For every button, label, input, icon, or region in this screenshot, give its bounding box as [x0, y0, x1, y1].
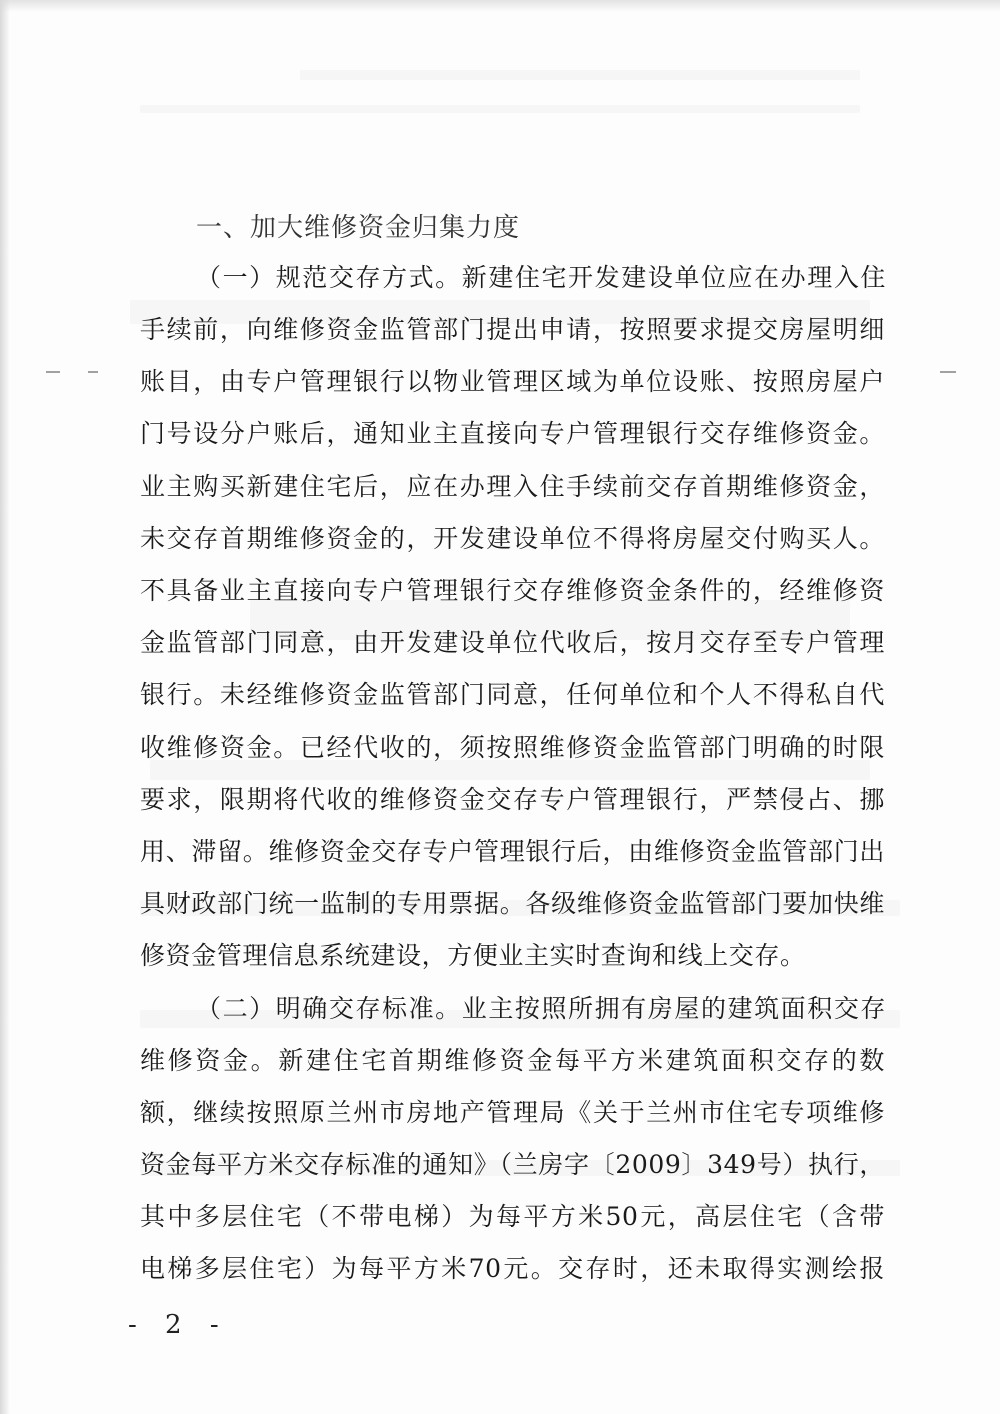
paragraph-line: 银行。未经维修资金监管部门同意，任何单位和个人不得私自代	[140, 680, 885, 709]
margin-dash-mark	[940, 371, 956, 373]
page-number: - 2 -	[128, 1310, 229, 1340]
paragraph-line: 用、滞留。维修资金交存专户管理银行后，由维修资金监管部门出	[140, 837, 885, 866]
paragraph-line: 金监管部门同意，由开发建设单位代收后，按月交存至专户管理	[140, 628, 885, 657]
paragraph-line: 修资金管理信息系统建设，方便业主实时查询和线上交存。	[140, 941, 806, 970]
margin-dash-mark	[88, 371, 98, 373]
paragraph-line: 资金每平方米交存标准的通知》（兰房字〔2009〕349号）执行，	[140, 1150, 885, 1179]
paragraph-line: 电梯多层住宅）为每平方米70元。交存时，还未取得实测绘报	[140, 1254, 885, 1283]
paragraph-line: 维修资金。新建住宅首期维修资金每平方米建筑面积交存的数	[140, 1046, 885, 1075]
paragraph-line: 具财政部门统一监制的专用票据。各级维修资金监管部门要加快维	[140, 889, 885, 918]
paragraph-line: 其中多层住宅（不带电梯）为每平方米50元，高层住宅（含带	[140, 1202, 885, 1231]
scan-shadow-left	[0, 0, 10, 1414]
bleed-through-mark	[140, 105, 860, 113]
paragraph-line: 业主购买新建住宅后，应在办理入住手续前交存首期维修资金，	[140, 472, 885, 501]
paragraph-line: （二）明确交存标准。业主按照所拥有房屋的建筑面积交存	[196, 994, 886, 1023]
scan-shadow-top	[0, 0, 1000, 12]
paragraph-line: 未交存首期维修资金的，开发建设单位不得将房屋交付购买人。	[140, 524, 885, 553]
bleed-through-mark	[150, 760, 870, 780]
margin-dash-mark	[46, 371, 60, 373]
paragraph-line: 额，继续按照原兰州市房地产管理局《关于兰州市住宅专项维修	[140, 1098, 885, 1127]
paragraph-line: 要求，限期将代收的维修资金交存专户管理银行，严禁侵占、挪	[140, 785, 885, 814]
paragraph-line: 门号设分户账后，通知业主直接向专户管理银行交存维修资金。	[140, 419, 885, 448]
paragraph-line: （一）规范交存方式。新建住宅开发建设单位应在办理入住	[196, 263, 886, 292]
paragraph-line: 手续前，向维修资金监管部门提出申请，按照要求提交房屋明细	[140, 315, 885, 344]
paragraph-line: 账目，由专户管理银行以物业管理区域为单位设账、按照房屋户	[140, 367, 885, 396]
section-heading: 一、加大维修资金归集力度	[196, 213, 521, 243]
bleed-through-mark	[300, 70, 860, 80]
paragraph-line: 不具备业主直接向专户管理银行交存维修资金条件的，经维修资	[140, 576, 885, 605]
paragraph-line: 收维修资金。已经代收的，须按照维修资金监管部门明确的时限	[140, 733, 885, 762]
